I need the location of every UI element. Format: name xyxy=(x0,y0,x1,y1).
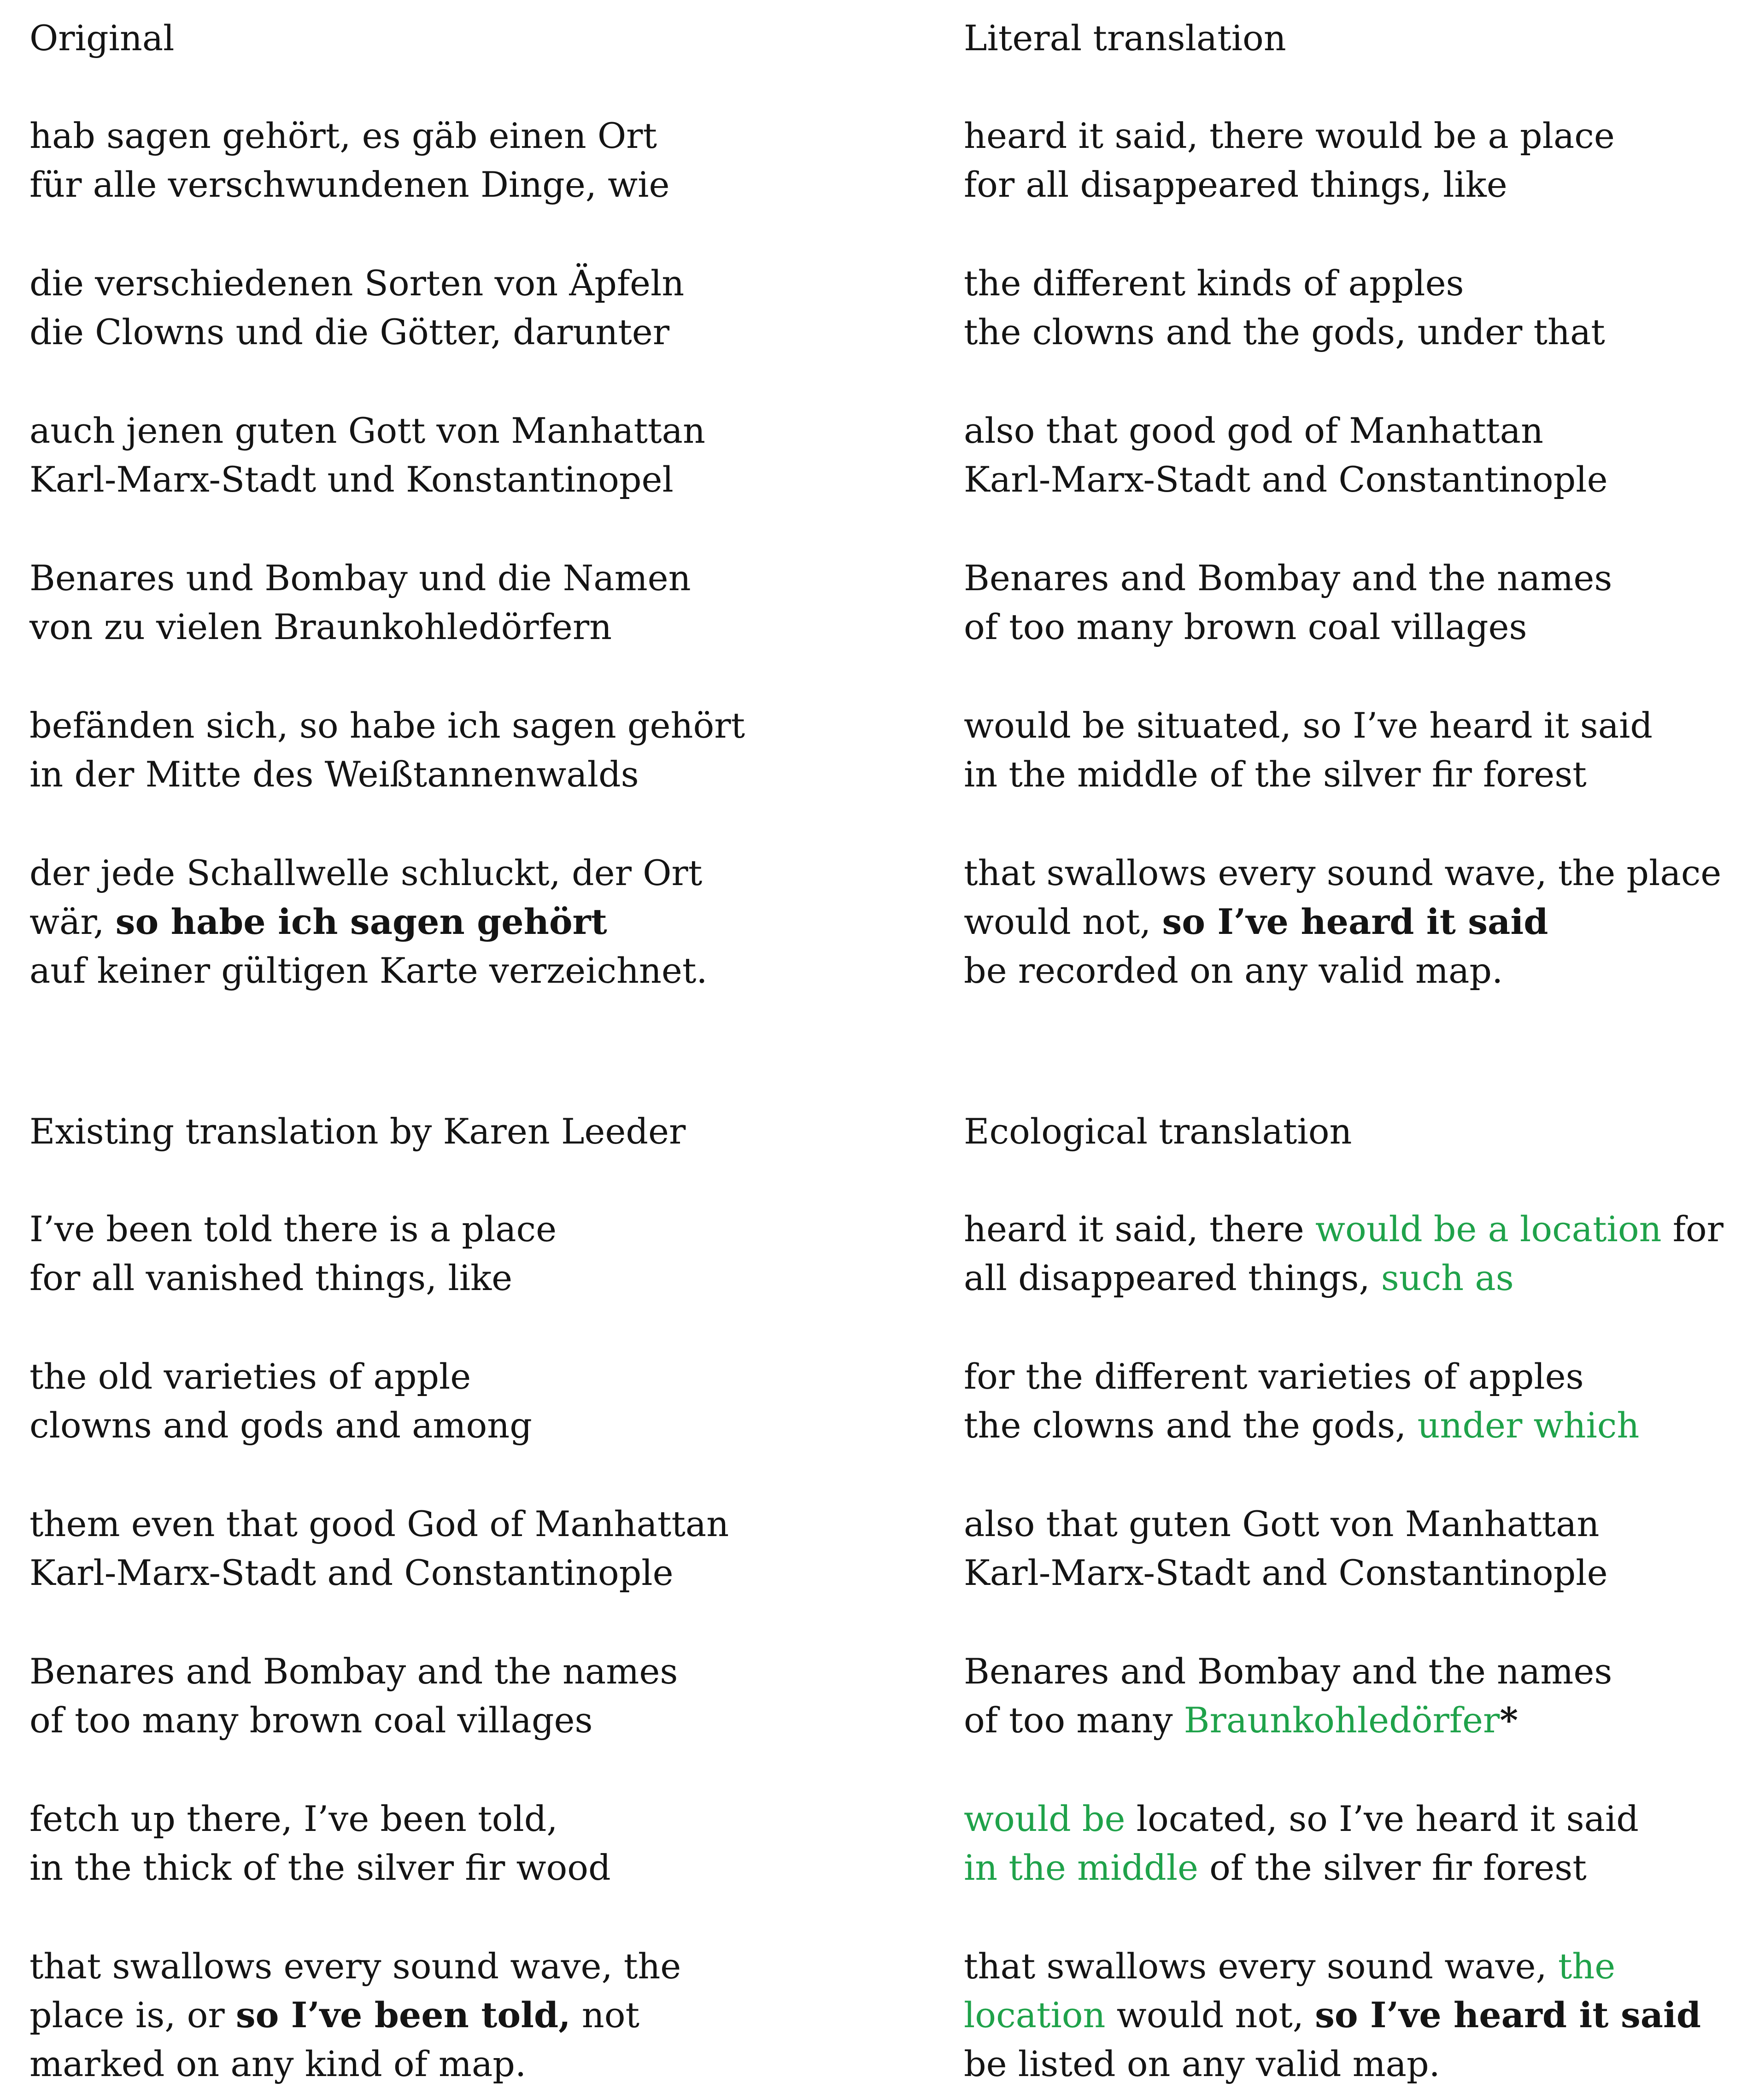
text-segment: located, so I’ve heard it said xyxy=(1125,1798,1639,1839)
literal-stanza-2 xyxy=(964,259,1753,357)
bold-refrain: so I’ve heard it said xyxy=(1162,901,1548,942)
poem-line xyxy=(964,1942,1753,1991)
poem-line: them even that good God of Manhattan xyxy=(29,1503,729,1544)
footnote-asterisk: * xyxy=(1500,1700,1518,1741)
existing-translation-column xyxy=(29,1107,840,2088)
poem-line xyxy=(29,897,840,946)
poem-line: fetch up there, I’ve been told, xyxy=(29,1798,558,1839)
poem-line: Benares und Bombay und die Namen xyxy=(29,557,691,598)
poem-line: of too many brown coal villages xyxy=(964,606,1527,647)
poem-line: clowns and gods and among xyxy=(29,1405,532,1446)
ecological-stanza-3 xyxy=(964,1500,1753,1597)
bold-refrain: so I’ve heard it said xyxy=(1315,1994,1701,2035)
ecological-stanza-5 xyxy=(964,1795,1753,1892)
poem-line: also that good god of Manhattan xyxy=(964,410,1543,451)
ecological-stanza-6 xyxy=(964,1942,1753,2088)
literal-stanza-5 xyxy=(964,701,1753,799)
poem-line: heard it said, there would be a place xyxy=(964,115,1615,156)
highlighted-change: in the middle xyxy=(964,1847,1198,1888)
poem-line xyxy=(964,1843,1753,1892)
bold-refrain: so I’ve been told, xyxy=(235,1994,571,2035)
poem-line xyxy=(964,1401,1753,1450)
highlighted-change: the xyxy=(1558,1946,1616,1987)
poem-line: der jede Schallwelle schluckt, der Ort xyxy=(29,852,703,893)
poem-line: for all vanished things, like xyxy=(29,1257,513,1298)
poem-line: for the different varieties of apples xyxy=(964,1356,1584,1397)
text-segment: the clowns and the gods, xyxy=(964,1405,1418,1446)
poem-line: the clowns and the gods, under that xyxy=(964,311,1605,352)
text-segment: for xyxy=(1661,1208,1724,1249)
literal-stanza-4 xyxy=(964,554,1753,651)
poem-line: that swallows every sound wave, the xyxy=(29,1946,681,1987)
literal-stanza-6 xyxy=(964,849,1753,995)
poem-line: be recorded on any valid map. xyxy=(964,950,1503,991)
highlighted-change: such as xyxy=(1381,1257,1514,1298)
poem-line: Benares and Bombay and the names xyxy=(29,1651,678,1692)
text-segment: wär, xyxy=(29,901,116,942)
poem-line: befänden sich, so habe ich sagen gehört xyxy=(29,705,745,746)
existing-stanza-5 xyxy=(29,1795,840,1892)
poem-line: Karl-Marx-Stadt and Constantinople xyxy=(964,459,1608,500)
poem-line: in the middle of the silver fir forest xyxy=(964,754,1587,795)
existing-stanza-4 xyxy=(29,1647,840,1745)
ecological-stanza-4 xyxy=(964,1647,1753,1745)
highlighted-change: would be xyxy=(964,1798,1126,1839)
literal-heading: Literal translation xyxy=(964,18,1286,59)
poem-line: Benares and Bombay and the names xyxy=(964,557,1612,598)
highlighted-change: under which xyxy=(1417,1405,1640,1446)
poem-line: would be situated, so I’ve heard it said xyxy=(964,705,1653,746)
original-stanza-4 xyxy=(29,554,840,651)
original-column xyxy=(29,14,840,995)
poem-line: of too many brown coal villages xyxy=(29,1700,593,1741)
existing-stanza-3 xyxy=(29,1500,840,1597)
original-stanza-6 xyxy=(29,849,840,995)
original-stanza-2 xyxy=(29,259,840,357)
text-segment: not xyxy=(570,1994,639,2035)
ecological-translation-column xyxy=(964,1107,1753,2088)
poem-line: von zu vielen Braunkohledörfern xyxy=(29,606,612,647)
poem-line: also that guten Gott von Manhattan xyxy=(964,1503,1600,1544)
poem-line xyxy=(964,1991,1753,2040)
poem-line xyxy=(964,1795,1753,1843)
poem-line xyxy=(964,1205,1753,1254)
poem-line: die verschiedenen Sorten von Äpfeln xyxy=(29,263,685,304)
poem-line: Karl-Marx-Stadt and Constantinople xyxy=(29,1552,674,1593)
highlighted-change: location xyxy=(964,1994,1106,2035)
poem-line: auch jenen guten Gott von Manhattan xyxy=(29,410,705,451)
poem-line: that swallows every sound wave, the place xyxy=(964,852,1722,893)
poem-line: for all disappeared things, like xyxy=(964,164,1507,205)
literal-column xyxy=(964,14,1753,995)
text-segment: that swallows every sound wave, xyxy=(964,1946,1558,1987)
text-segment: heard it said, there xyxy=(964,1208,1315,1249)
existing-stanza-1 xyxy=(29,1205,840,1302)
poem-line: für alle verschwundenen Dinge, wie xyxy=(29,164,670,205)
poem-line xyxy=(964,1254,1753,1302)
poem-line: in the thick of the silver fir wood xyxy=(29,1847,611,1888)
existing-heading: Existing translation by Karen Leeder xyxy=(29,1111,686,1152)
poem-line: Benares and Bombay and the names xyxy=(964,1651,1612,1692)
poem-line: Karl-Marx-Stadt und Konstantinopel xyxy=(29,459,674,500)
poem-line: die Clowns und die Götter, darunter xyxy=(29,311,670,352)
poem-line xyxy=(964,897,1753,946)
ecological-stanza-1 xyxy=(964,1205,1753,1302)
text-segment: of too many xyxy=(964,1700,1184,1741)
literal-stanza-3 xyxy=(964,406,1753,504)
poem-line: in der Mitte des Weißtannenwalds xyxy=(29,754,639,795)
text-segment: would not, xyxy=(964,901,1162,942)
poem-line: auf keiner gültigen Karte verzeichnet. xyxy=(29,950,708,991)
highlighted-change: Braunkohledörfer xyxy=(1184,1700,1500,1741)
literal-stanza-1 xyxy=(964,111,1753,209)
text-segment: all disappeared things, xyxy=(964,1257,1381,1298)
existing-stanza-6 xyxy=(29,1942,840,2088)
poem-line: Karl-Marx-Stadt and Constantinople xyxy=(964,1552,1608,1593)
existing-stanza-2 xyxy=(29,1352,840,1450)
bold-refrain: so habe ich sagen gehört xyxy=(115,901,607,942)
text-segment: would not, xyxy=(1105,1994,1315,2035)
ecological-heading: Ecological translation xyxy=(964,1111,1352,1152)
text-segment: of the silver fir forest xyxy=(1198,1847,1587,1888)
poem-line: the different kinds of apples xyxy=(964,263,1464,304)
original-stanza-5 xyxy=(29,701,840,799)
poem-line: I’ve been told there is a place xyxy=(29,1208,557,1249)
poem-line xyxy=(29,1991,840,2040)
poem-line xyxy=(964,1696,1753,1745)
poem-line: hab sagen gehört, es gäb einen Ort xyxy=(29,115,657,156)
poem-line: marked on any kind of map. xyxy=(29,2043,527,2084)
original-stanza-1 xyxy=(29,111,840,209)
highlighted-change: would be a location xyxy=(1315,1208,1662,1249)
poem-line: be listed on any valid map. xyxy=(964,2043,1440,2084)
original-heading: Original xyxy=(29,18,175,59)
poem-line: the old varieties of apple xyxy=(29,1356,471,1397)
ecological-stanza-2 xyxy=(964,1352,1753,1450)
original-stanza-3 xyxy=(29,406,840,504)
text-segment: place is, or xyxy=(29,1994,236,2035)
